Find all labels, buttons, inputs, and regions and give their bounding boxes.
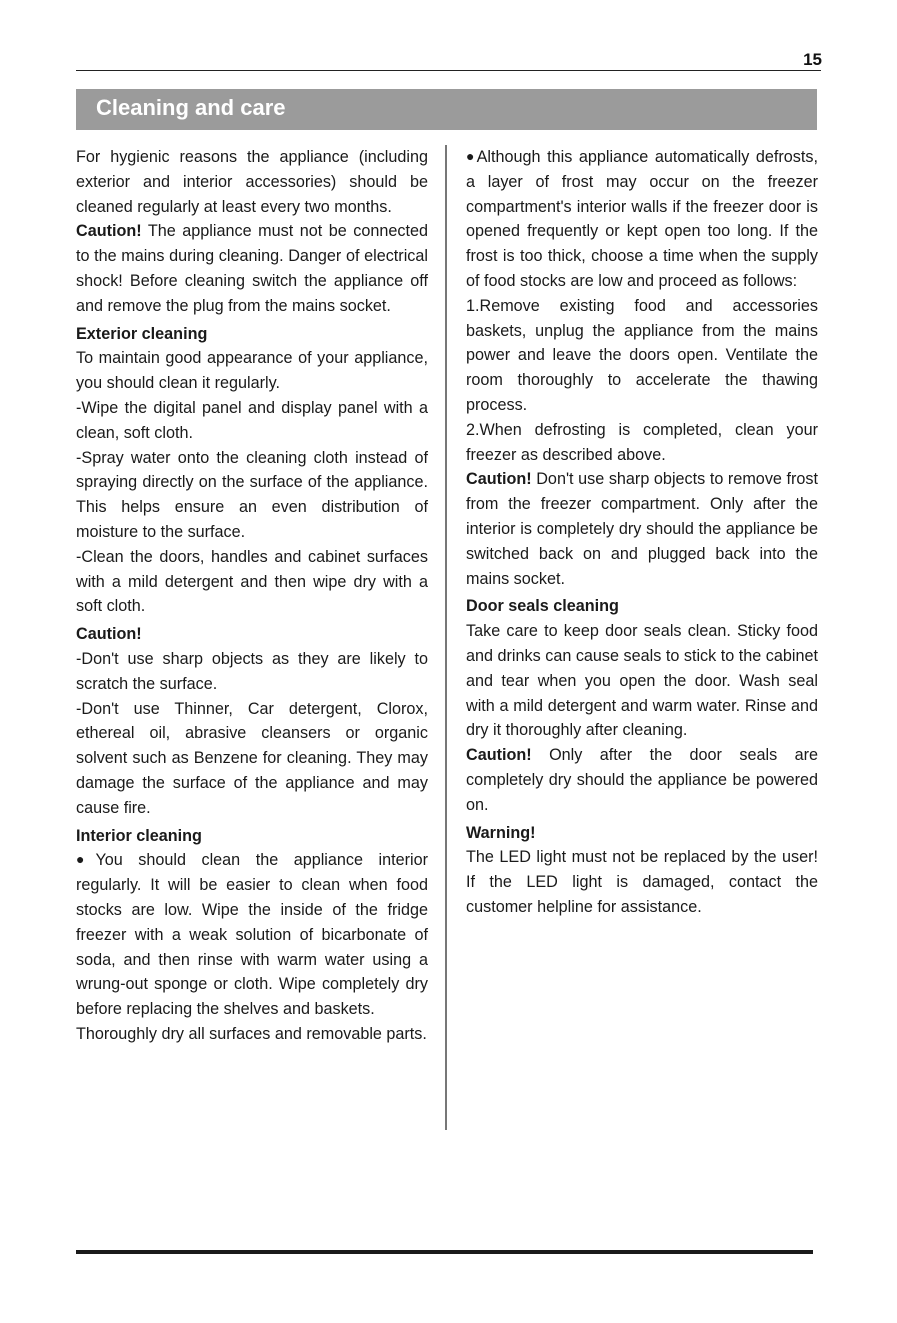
caution-label: Caution!: [466, 470, 532, 489]
page-number: 15: [803, 50, 822, 69]
column-divider: [445, 145, 447, 1130]
left-column: [76, 145, 428, 1047]
warning-heading: Warning!: [466, 823, 536, 842]
caution-text: Only after the door seals are completely dry should the appliance be powered on.: [466, 746, 818, 814]
top-rule: [76, 70, 821, 71]
caution-text: The appliance must not be connected to the mains during cleaning. Danger of electrical shock! Before cleaning switch the appliance off and remove the plug from the mains socket.: [76, 222, 428, 315]
caution-paragraph: [466, 467, 818, 591]
exterior-item: -Wipe the digital panel and display panel with a clean, soft cloth.: [76, 398, 428, 442]
defrost-intro-text: Although this appliance automatically defrosts, a layer of frost may occur on the freezer compartment's interior walls if the freezer door is opened frequently or kept open too long. If the frost is too thick, choose a time when the supply of food stocks are low and proceed as follows:: [466, 148, 818, 290]
defrost-step: 2.When defrosting is completed, clean your freezer as described above.: [466, 420, 818, 464]
caution-label: Caution!: [466, 746, 532, 765]
caution-heading: Caution!: [76, 625, 142, 644]
section-banner: [76, 89, 817, 130]
defrost-step: 1.Remove existing food and accessories baskets, unplug the appliance from the mains power and leave the doors open. Ventilate the room thoroughly to accelerate the thawing process.: [466, 296, 818, 414]
caution-paragraph: [76, 219, 428, 318]
interior-item: [76, 848, 428, 1022]
interior-item: Thoroughly dry all surfaces and removable parts.: [76, 1024, 427, 1043]
caution-label: Caution!: [76, 222, 142, 241]
caution-item: -Don't use sharp objects as they are likely to scratch the surface.: [76, 649, 428, 693]
door-seals-heading: Door seals cleaning: [466, 597, 619, 616]
interior-cleaning-heading: Interior cleaning: [76, 826, 202, 845]
warning-text: The LED light must not be replaced by the user! If the LED light is damaged, contact the customer helpline for assistance.: [466, 848, 818, 916]
exterior-intro: To maintain good appearance of your appliance, you should clean it regularly.: [76, 349, 428, 393]
exterior-item: -Clean the doors, handles and cabinet surfaces with a mild detergent and then wipe dry with a soft cloth.: [76, 547, 428, 616]
interior-item-text: You should clean the appliance interior regularly. It will be easier to clean when food stocks are low. Wipe the inside of the fridge freezer with a weak solution of bicarbonate of soda, and then rinse with warm water using a wrung-out sponge or cloth. Wipe completely dry before replacing the shelves and baskets.: [76, 851, 428, 1019]
door-seals-text: Take care to keep door seals clean. Sticky food and drinks can cause seals to stick to the cabinet and tear when you open the door. Wash seal with a mild detergent and warm water. Rinse and dry it thoroughly after cleaning.: [466, 622, 818, 740]
intro-paragraph: For hygienic reasons the appliance (including exterior and interior accessories) should be cleaned regularly at least every two months.: [76, 148, 428, 216]
exterior-cleaning-heading: Exterior cleaning: [76, 324, 208, 343]
bullet-icon: ●: [76, 851, 96, 868]
defrost-intro: [466, 145, 818, 294]
bullet-icon: ●: [466, 148, 477, 164]
right-column: [466, 145, 818, 920]
exterior-item: -Spray water onto the cleaning cloth instead of spraying directly on the surface of the appliance. This helps ensure an even distribution of moisture to the surface.: [76, 448, 428, 541]
caution-item: -Don't use Thinner, Car detergent, Clorox, ethereal oil, abrasive cleansers or organic solvent such as Benzene for cleaning. They may damage the surface of the appliance and may cause fire.: [76, 699, 428, 817]
caution-paragraph: [466, 743, 818, 817]
bottom-rule: [76, 1250, 813, 1254]
caution-text: Don't use sharp objects to remove frost from the freezer compartment. Only after the interior is completely dry should the appliance be switched back on and plugged back into the mains socket.: [466, 470, 818, 588]
section-title: Cleaning and care: [96, 95, 286, 120]
